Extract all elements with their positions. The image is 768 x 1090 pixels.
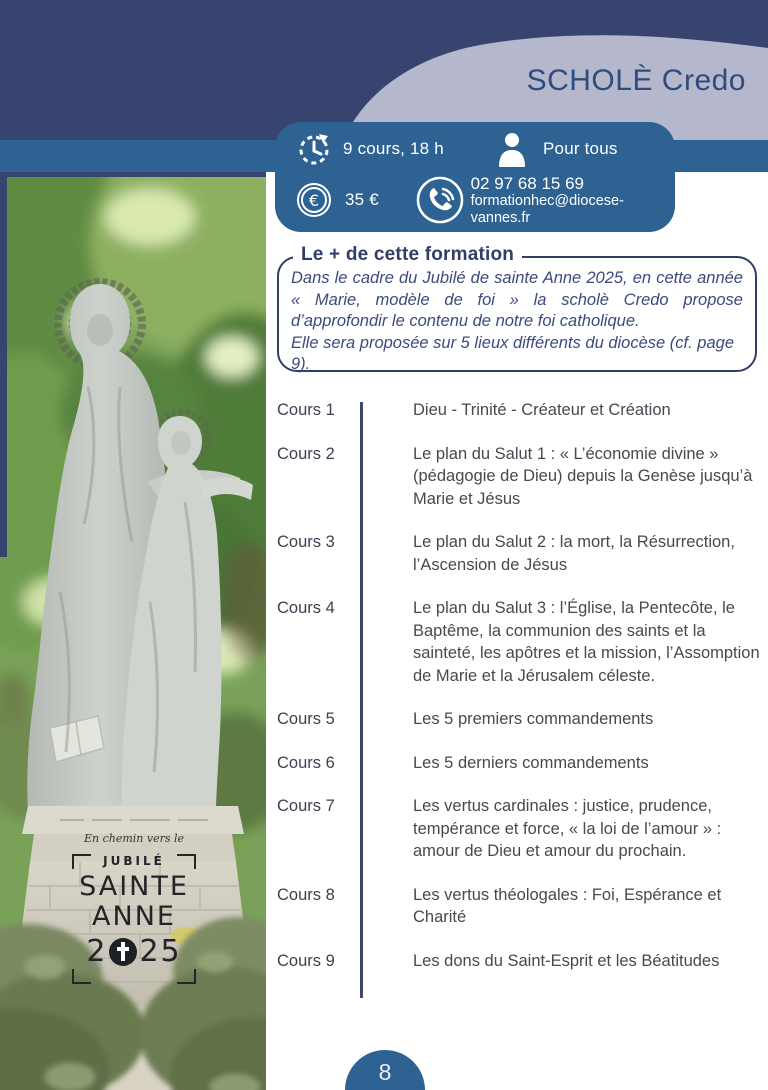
overlay-anne: ANNE [92, 901, 176, 932]
course-label: Cours 5 [277, 710, 335, 728]
course-description: Le plan du Salut 2 : la mort, la Résurrection, l’Ascension de Jésus [413, 533, 735, 574]
overlay-sainte: SAINTE [79, 871, 189, 902]
course-row [277, 708, 761, 731]
left-edge-strip [0, 172, 7, 557]
course-row [277, 443, 761, 511]
course-table [277, 399, 761, 972]
cross-icon [109, 938, 137, 966]
photo-top-divider [0, 172, 266, 177]
course-label: Cours 9 [277, 951, 335, 970]
course-row [277, 597, 761, 687]
page-number-badge [345, 1050, 425, 1090]
course-label: Cours 7 [277, 797, 335, 815]
course-description: Dieu - Trinité - Créateur et Création [413, 401, 671, 419]
course-label: Cours 6 [277, 753, 335, 772]
overlay-jubile-label: JUBILÉ [103, 854, 165, 868]
course-row [277, 399, 761, 422]
course-description: Les 5 derniers commandements [413, 753, 649, 772]
course-description: Les vertus théologales : Foi, Espérance et Charité [413, 885, 722, 926]
svg-text:€: € [308, 190, 320, 210]
phone-icon [415, 175, 465, 225]
email-address: formationhec@diocese-vannes.fr [470, 193, 624, 226]
overlay-year-first: 2 [86, 934, 108, 969]
course-info-box [275, 122, 675, 232]
course-label: Cours 4 [277, 599, 335, 617]
course-label: Cours 1 [277, 401, 335, 419]
formation-title: Le + de cette formation [293, 244, 522, 266]
info-row-bottom [295, 174, 675, 227]
course-row [277, 531, 761, 576]
course-row [277, 950, 761, 973]
course-table-divider [360, 402, 363, 998]
page-number: 8 [378, 1059, 392, 1085]
course-description: Le plan du Salut 3 : l’Église, la Pentecôte, le Baptême, la communion des saints et la sainteté, les apôtres et la mission, l’Assomption de Marie et la Jérusalem céleste. [413, 599, 760, 685]
jubilee-overlay [34, 832, 234, 969]
course-description: Les dons du Saint-Esprit et les Béatitudes [413, 951, 720, 970]
course-label: Cours 2 [277, 444, 335, 463]
euro-icon [295, 181, 333, 219]
course-label: Cours 8 [277, 885, 335, 904]
person-icon [495, 131, 529, 167]
course-description: Les vertus cardinales : justice, prudence, tempérance et force, « la loi de l’amour » : amour de Dieu et amour du prochain. [413, 797, 722, 860]
formation-paragraph-2: Elle sera proposée sur 5 lieux différents du diocèse (cf. page 9). [291, 333, 735, 373]
overlay-kicker: En chemin vers le [83, 832, 185, 845]
course-row [277, 795, 761, 863]
course-description: Les 5 premiers commandements [413, 710, 654, 728]
overlay-year [34, 934, 234, 969]
course-label: Cours 3 [277, 533, 335, 551]
formation-paragraph-1: Dans le cadre du Jubilé de sainte Anne 2025, en cette année « Marie, modèle de foi » la scholè Credo propose d’approfondir le contenu de notre foi catholique. [291, 269, 743, 330]
price-text: 35 € [345, 189, 379, 209]
info-row-top [295, 130, 675, 168]
overlay-year-last: 25 [139, 934, 182, 969]
course-row [277, 884, 761, 929]
audience-text: Pour tous [543, 138, 618, 158]
duration-text: 9 cours, 18 h [343, 138, 444, 158]
clock-icon [295, 130, 333, 168]
phone-number: 02 97 68 15 69 [470, 173, 585, 193]
statue-photo [0, 172, 266, 1090]
course-row [277, 752, 761, 775]
page-title: SCHOLÈ Credo [526, 64, 746, 97]
formation-highlight-box [277, 244, 757, 373]
course-description: Le plan du Salut 1 : « L’économie divine » (pédagogie de Dieu) depuis la Genèse jusqu’à Marie et Jésus [413, 444, 753, 508]
